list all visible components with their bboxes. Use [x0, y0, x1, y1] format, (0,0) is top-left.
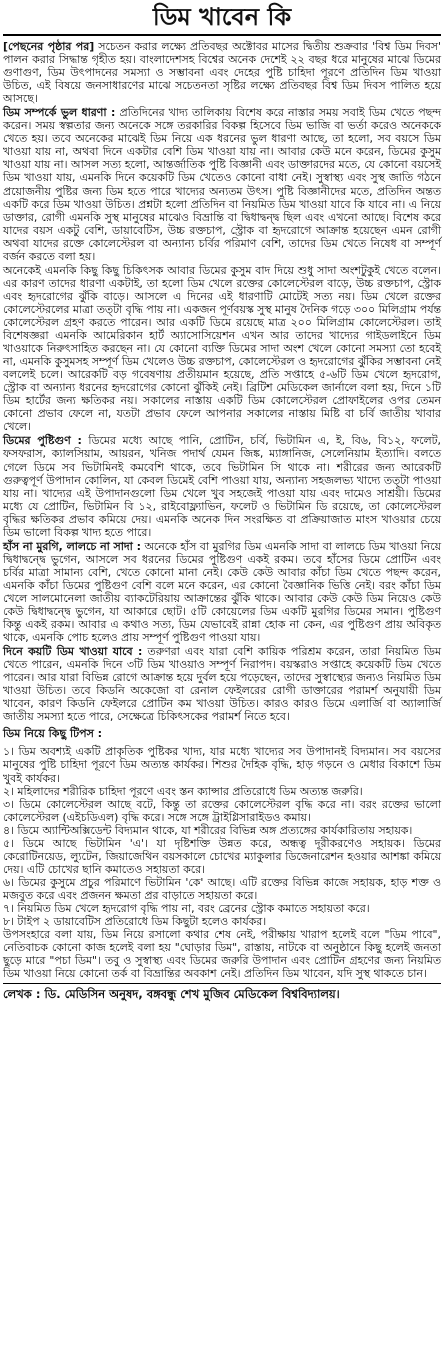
- daily-eggs-text: তরুণরা এবং যারা বেশি কায়িক পরিশ্রম করেন, তারা নিয়মিত ডিম খেতে পারেন, এমনকি দিনে ৩টি ডিম খাওয়াও সম্পূর্ণ নিরাপদ। বয়স্করাও সপ্তাহে কয়েকটি ডিম খেতে পারেন। আর যারা বিভিন্ন রোগে আক্রান্ত হয়ে দুর্বল হয়ে পড়েছেন, তাদের সুস্বাস্থ্যের জন্যও নিয়মিত ডিম খাওয়া উচিত। তবে কিডনি অকেজো বা রেনাল ফেইলরের রোগী ডাক্তারের পরামর্শ অনুযায়ী ডিম খাবেন, কারণ কিডনি ফেইলরে প্রোটিন কম খাওয়া উচিত। কারও কারও ডিমে এলার্জি বা অ্যালার্জি জাতীয় সমস্যা হতে পারে, সেক্ষেত্রে চিকিৎসকের পরামর্শ নিতে হবে।: [3, 645, 441, 724]
- duck-chicken-paragraph: [3, 540, 441, 644]
- tip-item: ৮। টাইপ ২ ডায়াবেটিস প্রতিরোধে ডিম কিছুটা হলেও কার্যকর।: [3, 915, 267, 929]
- duck-chicken-heading: হাঁস না মুরগি, লালচে না সাদা :: [3, 539, 141, 553]
- tip-item: ৩। ডিমে কোলেস্টেরল আছে বটে, কিন্তু তা রক্তের কোলেস্টেরল বৃদ্ধি করে না। বরং রক্তের ভালো কোলেস্টেরল (এইচডিএল) বৃদ্ধি করে। সঙ্গে সঙ্গে ট্রাইগ্লিসারাইডও কমায়।: [3, 797, 441, 824]
- tips-heading: ডিম নিয়ে কিছু টিপস :: [3, 727, 103, 741]
- article: [3, 0, 441, 1005]
- nutrition-heading: ডিমের পুষ্টিগুণ :: [3, 434, 82, 448]
- cholesterol-paragraph: [3, 264, 441, 434]
- nutrition-paragraph: [3, 434, 441, 538]
- tips-list: [3, 745, 441, 928]
- continuation-label: [পেছনের পৃষ্ঠার পর]: [3, 40, 95, 53]
- misconception-heading: ডিম সম্পর্কে ভুল ধারণা :: [3, 106, 116, 120]
- tip-item: ৬। ডিমের কুসুমে প্রচুর পরিমাণে ভিটামিন 'কে' আছে। এটি রক্তের বিভিন্ন কাজে সহায়ক, হাড় শক্ত ও মজবুত করে এবং প্রজনন ক্ষমতা প্রর বাড়াতে সহায়তা করে।: [3, 875, 441, 902]
- duck-chicken-text: অনেকে হাঁস বা মুরগির ডিম এমনকি সাদা বা লালচে ডিম খাওয়া নিয়ে দ্বিধাদ্বন্দ্বে ভুগেন, আসলে সব ধরনের ডিমের পুষ্টিগুণ একই রকম। তবে হাঁসের ডিমে প্রোটিন এবং চর্বির মাত্রা সামান্য বেশি, খেতে কোনো মানা নেই। কেউ কেউ আবার কাঁচা ডিম খেতে পছন্দ করেন, এমনকি কাঁচা ডিমের পুষ্টিগুণ বেশি বলে মনে করেন, এর কোনো বৈজ্ঞানিক ভিত্তি নেই। বরং কাঁচা ডিম খেলে সালমোনেলা জাতীয় ব্যাকটেরিয়ায় আক্রান্তের ঝুঁকি থাকে। আবার কেউ কেউ ডিম নিয়েও কেউ কেউ দ্বিধাদ্বন্দ্বে ভুগেন, যা আকারে ছোট। ৫টি কোয়েলের ডিম একটি মুরগির ডিমের সমান। পুষ্টিগুণ কিন্তু একই রকম। আবার এ কথাও সত্য, ডিম যেভাবেই রান্না হোক না কেন, এর পুষ্টিগুণ প্রায় অবিকৃত থাকে, এমনকি পোচ হলেও প্রায় সম্পূর্ণ পুষ্টিগুণ পাওয়া যায়।: [3, 539, 441, 645]
- tip-item: ১। ডিম অবশ্যই একটি প্রাকৃতিক পুষ্টিকর খাদ্য, যার মধ্যে খাদ্যের সব উপাদানই বিদ্যমান। সব বয়সের মানুষের পুষ্টি চাহিদা পূরণে ডিম অত্যন্ত কার্যকর। শিশুর দৈহিক বৃদ্ধি, হাড় গড়নে ও মেধার বিকাশে ডিম খুবই কার্যকর।: [3, 745, 441, 785]
- article-header: [3, 0, 441, 34]
- author-credit: লেখক : ডি. মেডিসিন অনুষদ, বঙ্গবন্ধু শেখ মুজিব মেডিকেল বিশ্ববিদ্যালয়।: [3, 983, 441, 1005]
- misconception-paragraph: [3, 106, 441, 263]
- intro-text: সচেতন করার লক্ষ্যে প্রতিবছর অক্টোবর মাসের দ্বিতীয় শুক্রবার 'বিশ্ব ডিম দিবস' পালন করার সিদ্ধান্ত গৃহীত হয়। বাংলাদেশসহ বিশ্বের অনেক দেশেই ২২ বছর ধরে মানুষের মাঝে ডিমের গুণাগুণ, ডিম উৎপাদনের সমস্যা ও সম্ভাবনা এবং দেহের পুষ্টি চাহিদা পূরণে প্রতিদিন ডিম খাওয়া উচিত, এই বিষয়ে জনসাধারণের মাঝে সচেতনতা সৃষ্টির লক্ষ্যে প্রতিবছর বিশ্ব ডিম দিবস পালিত হয়ে আসছে।: [3, 40, 441, 106]
- article-title: ডিম খাবেন কি: [145, 0, 299, 36]
- tip-item: ৪। ডিমে অ্যান্টিঅক্সিডেন্ট বিদ্যমান থাকে, যা শরীরের বিভিন্ন অঙ্গ প্রত্যঙ্গের কার্যকারিতায় সহায়ক।: [3, 823, 413, 837]
- intro-paragraph: [3, 40, 441, 105]
- daily-eggs-paragraph: [3, 645, 441, 723]
- conclusion-paragraph: উপসংহারে বলা যায়, ডিম নিয়ে রসালো কথার শেষ নেই, পরীক্ষায় খারাপ হলেই বলে "ডিম পাবে", নেতিবাচক কোনো কাজ হলেই বলা হয় "ঘোড়ার ডিম", রাস্তায়, নাটকে বা অনুষ্ঠানে কিছু হলেই জনতা ছুড়ে মারে "পচা ডিম"। তবু ও সুস্বাস্থ্য এবং ডিমের জরুরি উপাদান এবং প্রোটিন গ্রহণের জন্য নিয়মিত ডিম খাওয়া নিয়ে কোনো তর্ক বা বিভ্রান্তির অবকাশ নেই। প্রতিদিন ডিম খাবেন, যদি সুস্থ থাকতে চান।: [3, 928, 441, 981]
- nutrition-text: ডিমের মধ্যে আছে পানি, প্রোটিন, চর্বি, ভিটামিন এ, ই, বি৬, বি১২, ফলেট, ফসফরাস, ক্যালসিয়াম, আয়রন, খনিজ পদার্থ যেমন জিঙ্ক, ম্যাঙ্গানিজ, সেলেনিয়াম ইত্যাদি। বলতে গেলে ডিমে সব ভিটামিনই কমবেশি থাকে, তবে ভিটামিন সি থাকে না। শরীরের জন্য আরেকটি গুরুত্বপূর্ণ উপাদান কোলিন, যা কেবল ডিমেই বেশি পাওয়া যায়, অন্যান্য সহজলভ্য খাদ্যে তত্টা পাওয়া যায় না। খাদ্যের এই উপাদানগুলো ডিম খেলে খুব সহজেই পাওয়া যায় এবং দামেও সাশ্রয়ী। ডিমের মধ্যে যে প্রোটিন, ভিটামিন বি ১২, রাইবোফ্ল্যাভিন, ফলেট ও ভিটামিন ডি রয়েছে, তা কোলেস্টেরল বৃদ্ধির ক্ষতিকর প্রভাব কমিয়ে দেয়। এমনকি অনেক দিন সংরক্ষিত বা প্রক্রিয়াজাত মাংস খাওয়ার চেয়ে ডিম ভালো বিকল্প খাদ্য হতে পারে।: [3, 434, 442, 539]
- tip-item: ৫। ডিমে আছে ভিটামিন 'এ'। যা দৃষ্টিশক্তি উন্নত করে, অন্ধত্ব দূরীকরণেও সহায়ক। ডিমের কেরোটিনয়েড, ল্যুটেন, জিয়াজেথিন বয়সকালে চোখের ম্যাকুলার ডিজেনারেশন হওয়ার আশঙ্কা কমিয়ে দেয়। এটি চোখের ছানি কমাতেও সহায়তা করে।: [3, 836, 441, 876]
- cholesterol-text: অনেকেই এমনকি কিছু কিছু চিকিৎসক আবার ডিমের কুসুম বাদ দিয়ে শুধু সাদা অংশটুকুই খেতে বলেন। এর কারণ তাদের ধারণা একটাই, তা হলো ডিম খেলে রক্তের কোলেস্টেরল বাড়ে, উচ্চ রক্তচাপ, স্ট্রোক এবং হৃদরোগের ঝুঁকি বাড়ে। আসলে এ দিনের এই ধারণাটি মোটেই সত্য নয়। ডিম খেলে রক্তের কোলেস্টেরলের মাত্রা তত্টা বৃদ্ধি পায় না। একজন পূর্ণবয়স্ক সুস্থ মানুষ দৈনিক গড়ে ৩০০ মিলিগ্রাম পর্যন্ত কোলেস্টেরল গ্রহণ করতে পারেন। আর একটি ডিমে রয়েছে মাত্র ২০০ মিলিগ্রাম কোলেস্টেরল। তাই বিশেষজ্ঞরা এমনকি আমেরিকান হার্ট অ্যাসোসিয়েশন এখন আর তাদের খাদ্যের গাইডলাইনে ডিম খাওয়াকে নিরুৎসাহিত করছেন না। যে কোনো ব্যক্তি ডিমের সাদা অংশ খেলে কোনো সমস্যা তো হবেই না, এমনকি কুসুমসহ সম্পূর্ণ ডিম খেলেও উচ্চ রক্তচাপ, কোলেস্টেরল ও হৃদরোগের ঝুঁকির সম্ভাবনা নেই বললেই চলে। আরেকটি বড় গবেষণায় প্রতীয়মান হয়েছে, প্রতি সপ্তাহে ৫-৬টি ডিম খেলে হৃদরোগ, স্ট্রোক বা অন্যান্য ধরনের হৃদরোগের কোনো ঝুঁকিই নেই। ব্রিটিশ মেডিকেল জার্নালে বলা হয়, দিনে ১টি ডিম হার্টের জন্য ক্ষতিকর নয়। সকালের নাস্তায় একটি ডিম কোলেস্টেরল প্রোফাইলের ওপর তেমন কোনো প্রভাব ফেলে না, যতটা প্রভাব ফেলে আপনার সকালের নাস্তায় মিষ্টি বা চর্বি জাতীয় খাবার খেলে।: [3, 263, 441, 434]
- tip-item: ৭। নিয়মিত ডিম খেলে হৃদরোগ বৃদ্ধি পায় না, বরং ব্রেনের স্ট্রোক কমাতে সহায়তা করে।: [3, 902, 370, 915]
- misconception-text: প্রতিদিনের খাদ্য তালিকায় বিশেষ করে নাস্তার সময় সবাই ডিম খেতে পছন্দ করেন। সময় স্বল্পতার জন্য অনেকে সঙ্গে তরকারির বিকল্প হিসেবে ডিম ভাজি বা ভর্তা করেও অনেককে খেতে হয়। তবে অনেকের মাঝেই ডিম নিয়ে এক ধরনের ভুল ধারণা আছে, তা হলো, সব বয়সে ডিম খাওয়া যায় না, অথবা দিনে একটার বেশি ডিম খাওয়া যায় না। আবার কেউ মনে করেন, ডিমের কুসুম খাওয়া যায় না। আসল সত্য হলো, আন্তর্জাতিক পুষ্টি বিজ্ঞানী এবং ডাক্তারদের মতে, যে কোনো বয়সেই ডিম খাওয়া যায়, এমনকি দিনে কয়েকটি ডিম খেতেও কোনো বাধা নেই। সুস্বাস্থ্য এবং সুস্থ জাতি গঠনে প্রয়োজনীয় পুষ্টির জন্য ডিম হতে পারে খাদ্যের অন্যতম উৎস। পুষ্টি বিজ্ঞানীদের মতে, প্রতিদিন অন্তত একটি করে ডিম খাওয়া উচিত। প্রশ্নটা হলো প্রতিদিন বা নিয়মিত ডিম খাওয়া যাবে কি যাবে না। এ নিয়ে ডাক্তার, রোগী এমনকি সুস্থ মানুষের মাঝেও বিভ্রান্তি বা দ্বিধাদ্বন্দ্ব ছিল এবং এখনো আছে। বিশেষ করে যাদের বয়স একটু বেশি, ডায়াবেটিস, উচ্চ রক্তচাপ, স্ট্রোক বা হৃদরোগে আক্রান্ত হয়েছেন এমন রোগী অথবা যাদের রক্তে কোলেস্টেরল বা অন্যান্য চর্বির পরিমাণ বেশি, তাদের ডিম খেতে নিষেধ বা সম্পূর্ণ বর্জন করতে বলা হয়।: [3, 106, 441, 263]
- tip-item: ২। মহিলাদের শরীরিক চাহিদা পূরণে এবং স্তন ক্যান্সার প্রতিরোধে ডিম অত্যন্ত জরুরি।: [3, 784, 363, 798]
- daily-eggs-heading: দিনে কয়টি ডিম খাওয়া যাবে :: [3, 645, 143, 659]
